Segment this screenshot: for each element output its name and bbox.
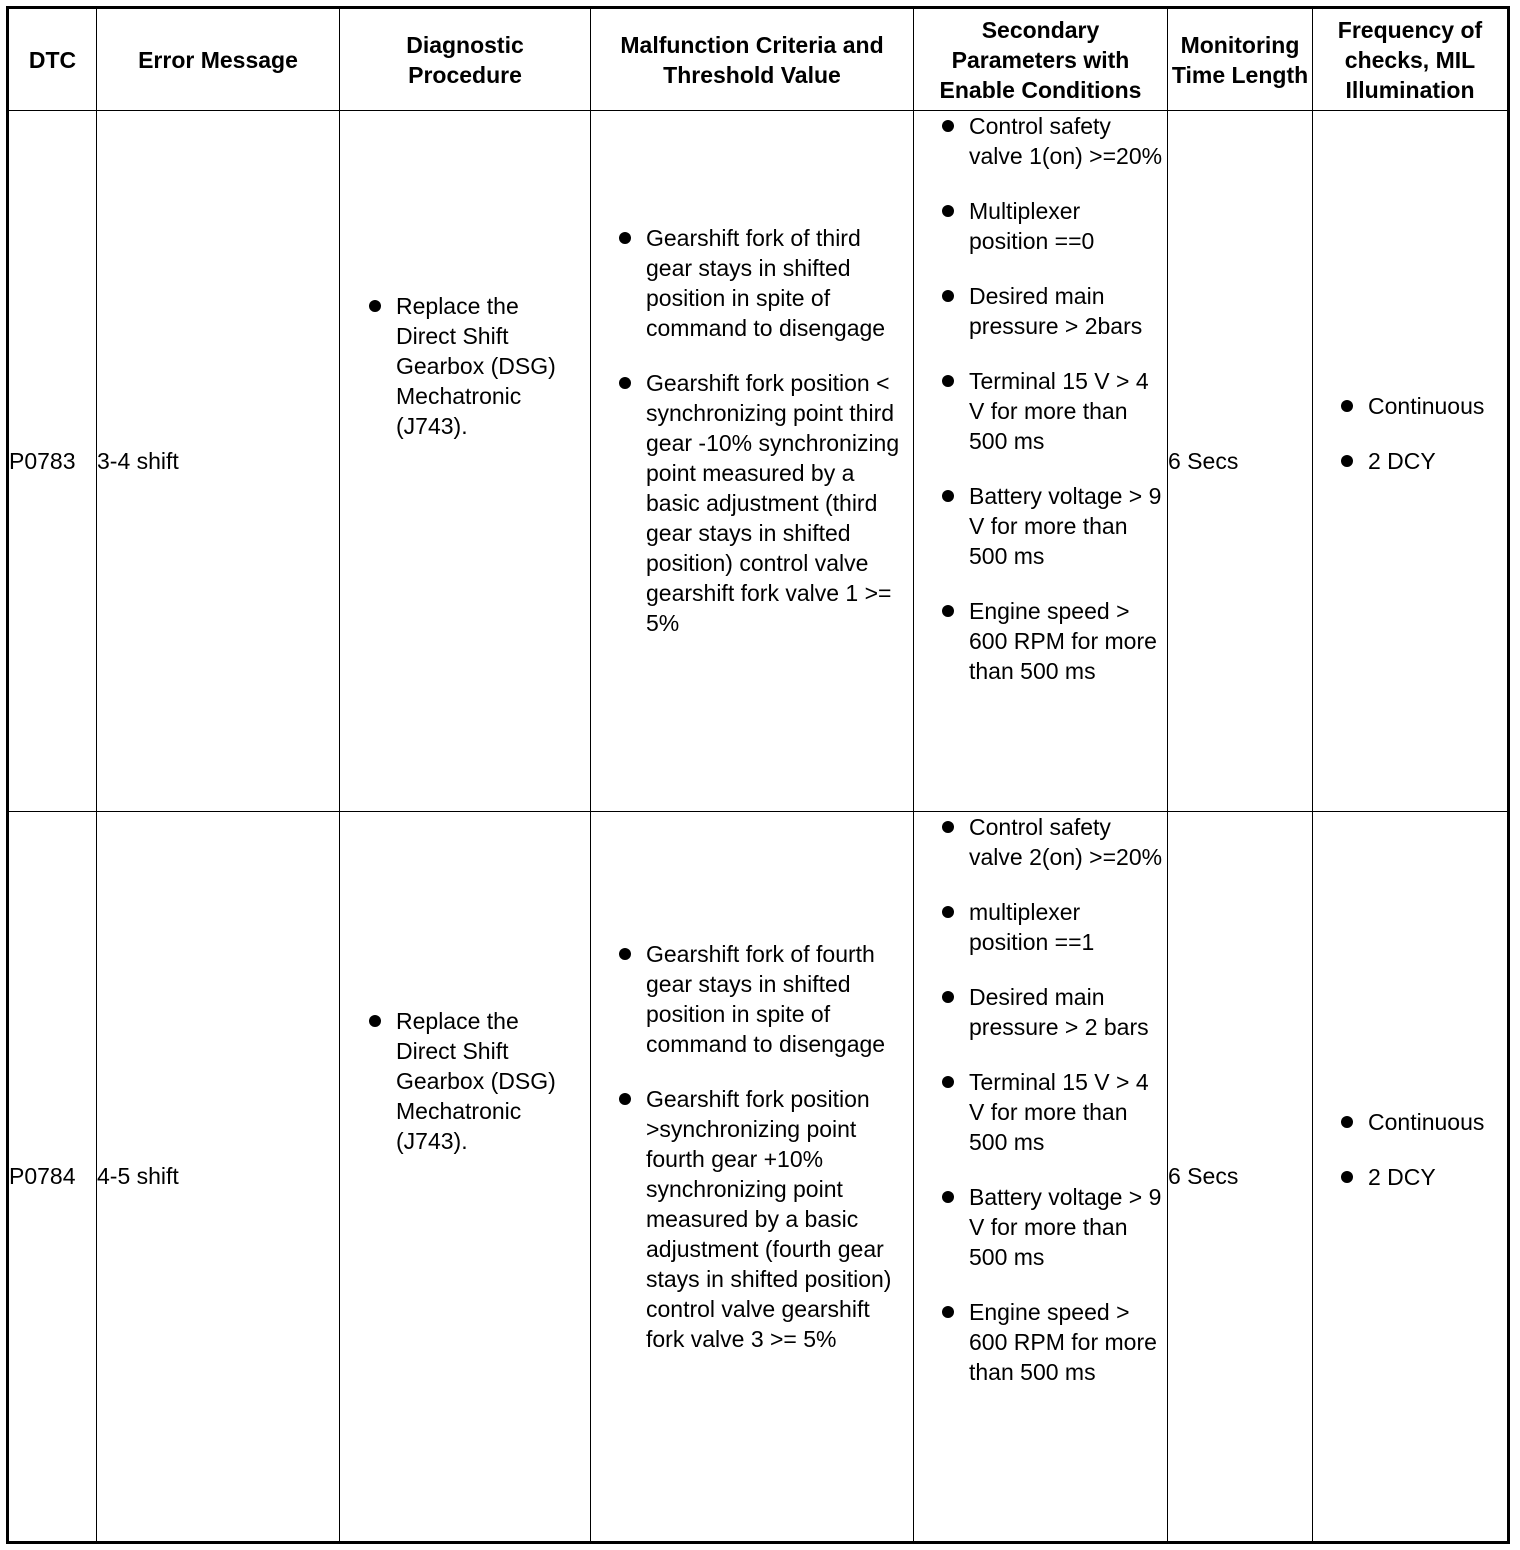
frequency-item: 2 DCY xyxy=(1368,446,1507,476)
malfunction-criteria xyxy=(591,111,914,812)
procedure-item: Replace the Direct Shift Gearbox (DSG) Mechatronic (J743). xyxy=(396,291,582,441)
malfunction-item: Gearshift fork of third gear stays in shifted position in spite of command to disengage xyxy=(646,223,909,343)
header-row xyxy=(8,8,1509,111)
malfunction-item: Gearshift fork position < synchronizing point third gear -10% synchronizing point measured by a basic adjustment (third gear stays in shifted position) control valve gearshift fork valve 1 >= 5% xyxy=(646,368,909,638)
procedure-item: Replace the Direct Shift Gearbox (DSG) Mechatronic (J743). xyxy=(396,1006,582,1156)
frequency-item: Continuous xyxy=(1368,1107,1507,1137)
monitoring-time: 6 Secs xyxy=(1168,111,1313,812)
table-row xyxy=(8,111,1509,812)
dtc-code: P0784 xyxy=(8,811,97,1542)
secondary-parameters xyxy=(914,811,1168,1542)
secondary-item: Desired main pressure > 2bars xyxy=(969,281,1165,341)
header-frequency: Frequency of checks, MIL Illumination xyxy=(1313,8,1509,111)
secondary-item: multiplexer position ==1 xyxy=(969,897,1165,957)
header-error-message: Error Message xyxy=(97,8,340,111)
frequency xyxy=(1313,111,1509,812)
header-monitoring-time: Monitoring Time Length xyxy=(1168,8,1313,111)
secondary-parameters xyxy=(914,111,1168,812)
dtc-code: P0783 xyxy=(8,111,97,812)
secondary-item: Terminal 15 V > 4 V for more than 500 ms xyxy=(969,366,1165,456)
table-row xyxy=(8,811,1509,1542)
header-diagnostic-procedure: Diagnostic Procedure xyxy=(340,8,591,111)
malfunction-criteria xyxy=(591,811,914,1542)
secondary-item: Battery voltage > 9 V for more than 500 ms xyxy=(969,1182,1165,1272)
secondary-item: Desired main pressure > 2 bars xyxy=(969,982,1165,1042)
header-malfunction-criteria: Malfunction Criteria and Threshold Value xyxy=(591,8,914,111)
monitoring-time: 6 Secs xyxy=(1168,811,1313,1542)
error-message: 4-5 shift xyxy=(97,811,340,1542)
secondary-item: Battery voltage > 9 V for more than 500 ms xyxy=(969,481,1165,571)
secondary-item: Control safety valve 2(on) >=20% xyxy=(969,812,1165,872)
header-dtc: DTC xyxy=(8,8,97,111)
error-message: 3-4 shift xyxy=(97,111,340,812)
malfunction-item: Gearshift fork of fourth gear stays in shifted position in spite of command to disengage xyxy=(646,939,909,1059)
frequency-item: 2 DCY xyxy=(1368,1162,1507,1192)
diagnostic-procedure xyxy=(340,811,591,1542)
secondary-item: Engine speed > 600 RPM for more than 500 ms xyxy=(969,596,1165,686)
secondary-item: Multiplexer position ==0 xyxy=(969,196,1165,256)
secondary-item: Engine speed > 600 RPM for more than 500 ms xyxy=(969,1297,1165,1387)
header-secondary-parameters: Secondary Parameters with Enable Conditions xyxy=(914,8,1168,111)
secondary-item: Terminal 15 V > 4 V for more than 500 ms xyxy=(969,1067,1165,1157)
secondary-item: Control safety valve 1(on) >=20% xyxy=(969,111,1165,171)
dtc-table xyxy=(6,6,1510,1544)
frequency-item: Continuous xyxy=(1368,391,1507,421)
frequency xyxy=(1313,811,1509,1542)
diagnostic-procedure xyxy=(340,111,591,812)
malfunction-item: Gearshift fork position >synchronizing point fourth gear +10% synchronizing point measured by a basic adjustment (fourth gear stays in shifted position) control valve gearshift fork valve 3 >= 5% xyxy=(646,1084,909,1354)
